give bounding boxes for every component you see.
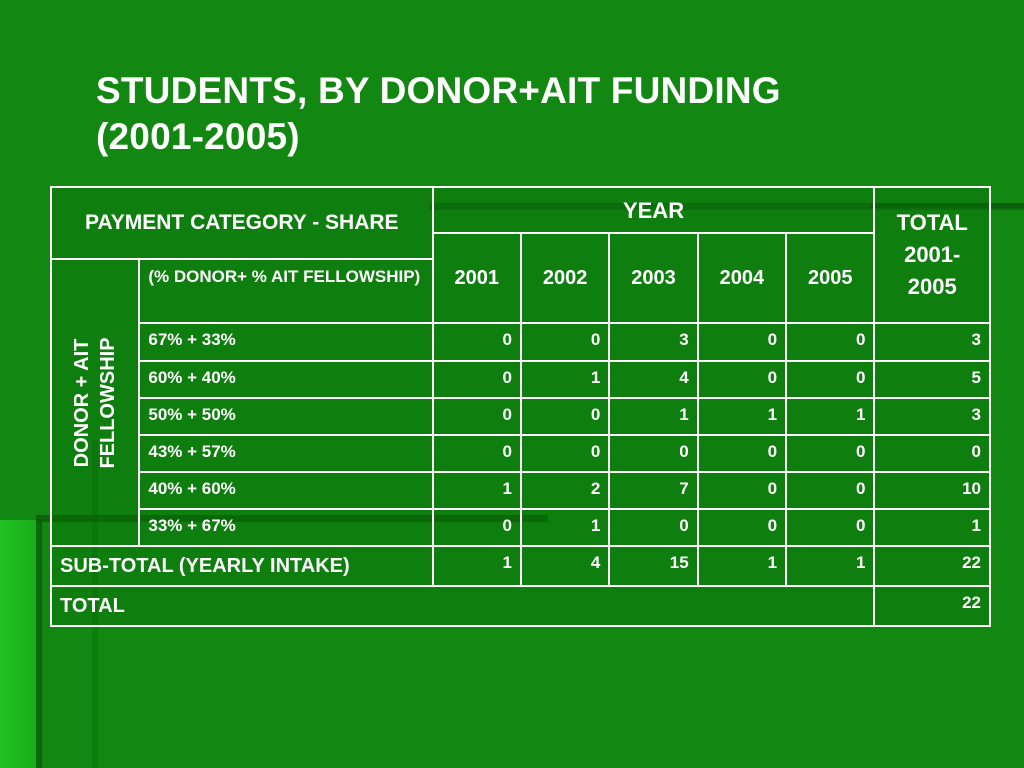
share-label: 40% + 60% bbox=[139, 472, 432, 509]
table-row bbox=[51, 435, 990, 472]
subtotal-cell: 4 bbox=[521, 546, 609, 586]
total-header: TOTAL 2001-2005 bbox=[874, 187, 990, 323]
value-cell: 0 bbox=[786, 435, 874, 472]
share-label: 43% + 57% bbox=[139, 435, 432, 472]
subtotal-cell: 1 bbox=[786, 546, 874, 586]
subtotal-cell: 15 bbox=[609, 546, 697, 586]
value-cell: 0 bbox=[433, 323, 521, 361]
year-2005: 2005 bbox=[786, 233, 874, 323]
table-row bbox=[51, 509, 990, 546]
grand-total-label: TOTAL bbox=[51, 586, 874, 626]
share-label: 67% + 33% bbox=[139, 323, 432, 361]
row-total-cell: 3 bbox=[874, 398, 990, 435]
title-line-1: STUDENTS, BY DONOR+AIT FUNDING bbox=[96, 70, 781, 111]
slide-title bbox=[96, 68, 956, 160]
value-cell: 0 bbox=[433, 509, 521, 546]
year-2003: 2003 bbox=[609, 233, 697, 323]
table-row bbox=[51, 398, 990, 435]
title-line-2: (2001-2005) bbox=[96, 116, 300, 157]
value-cell: 0 bbox=[698, 435, 786, 472]
value-cell: 0 bbox=[698, 361, 786, 398]
row-total-cell: 3 bbox=[874, 323, 990, 361]
side-label-line-1: DONOR + AIT bbox=[71, 338, 94, 467]
value-cell: 1 bbox=[521, 509, 609, 546]
side-label-line-2: FELLOWSHIP bbox=[97, 336, 120, 469]
value-cell: 1 bbox=[786, 398, 874, 435]
value-cell: 0 bbox=[786, 361, 874, 398]
value-cell: 0 bbox=[433, 361, 521, 398]
value-cell: 1 bbox=[698, 398, 786, 435]
subtotal-cell: 1 bbox=[698, 546, 786, 586]
subtotal-total-cell: 22 bbox=[874, 546, 990, 586]
share-label: 33% + 67% bbox=[139, 509, 432, 546]
payment-category-header: PAYMENT CATEGORY - SHARE bbox=[51, 187, 433, 259]
value-cell: 2 bbox=[521, 472, 609, 509]
year-2001: 2001 bbox=[433, 233, 521, 323]
value-cell: 0 bbox=[786, 323, 874, 361]
donor-fellowship-side-label bbox=[51, 259, 139, 546]
table-row bbox=[51, 361, 990, 398]
grand-total-row bbox=[51, 586, 990, 626]
value-cell: 0 bbox=[433, 435, 521, 472]
value-cell: 1 bbox=[609, 398, 697, 435]
share-label: 60% + 40% bbox=[139, 361, 432, 398]
year-2002: 2002 bbox=[521, 233, 609, 323]
row-total-cell: 1 bbox=[874, 509, 990, 546]
value-cell: 4 bbox=[609, 361, 697, 398]
share-label: 50% + 50% bbox=[139, 398, 432, 435]
background-bar bbox=[36, 520, 42, 768]
value-cell: 1 bbox=[433, 472, 521, 509]
year-2004: 2004 bbox=[698, 233, 786, 323]
value-cell: 0 bbox=[786, 472, 874, 509]
value-cell: 0 bbox=[609, 509, 697, 546]
subtotal-row bbox=[51, 546, 990, 586]
value-cell: 0 bbox=[521, 435, 609, 472]
share-note: (% DONOR+ % AIT FELLOWSHIP) bbox=[139, 259, 432, 323]
row-total-cell: 0 bbox=[874, 435, 990, 472]
row-total-cell: 10 bbox=[874, 472, 990, 509]
subtotal-cell: 1 bbox=[433, 546, 521, 586]
value-cell: 0 bbox=[609, 435, 697, 472]
value-cell: 7 bbox=[609, 472, 697, 509]
donor-fellowship-text bbox=[69, 337, 121, 468]
background-accent bbox=[0, 520, 40, 768]
funding-table bbox=[50, 186, 991, 627]
value-cell: 0 bbox=[698, 472, 786, 509]
table-row bbox=[51, 472, 990, 509]
value-cell: 1 bbox=[521, 361, 609, 398]
value-cell: 3 bbox=[609, 323, 697, 361]
value-cell: 0 bbox=[698, 323, 786, 361]
table-row bbox=[51, 323, 990, 361]
row-total-cell: 5 bbox=[874, 361, 990, 398]
value-cell: 0 bbox=[786, 509, 874, 546]
value-cell: 0 bbox=[521, 323, 609, 361]
value-cell: 0 bbox=[521, 398, 609, 435]
grand-total-cell: 22 bbox=[874, 586, 990, 626]
value-cell: 0 bbox=[698, 509, 786, 546]
value-cell: 0 bbox=[433, 398, 521, 435]
year-header: YEAR bbox=[433, 187, 875, 233]
subtotal-label: SUB-TOTAL (YEARLY INTAKE) bbox=[51, 546, 433, 586]
